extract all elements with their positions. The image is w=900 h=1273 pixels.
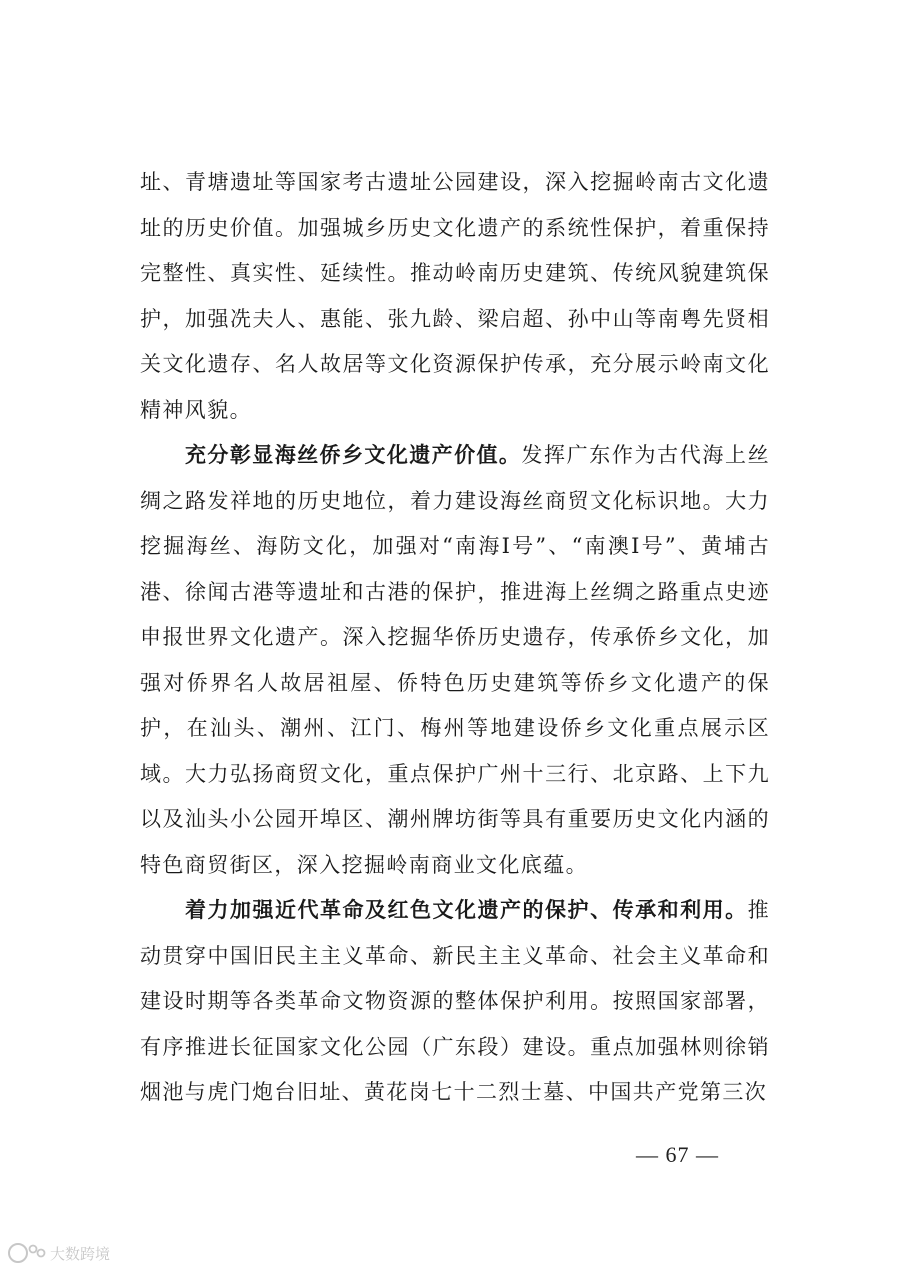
paragraph-1 xyxy=(140,160,770,433)
watermark-text: 大数跨境 xyxy=(50,1245,111,1263)
paragraph-3-lead: 着力加强近代革命及红色文化遗产的保护、传承和利用。 xyxy=(185,898,748,922)
paragraph-3 xyxy=(140,888,770,1116)
watermark-logo-icon xyxy=(6,1240,116,1266)
page-number: — 67 — xyxy=(636,1142,719,1167)
paragraph-2-text: 发挥广东作为古代海上丝绸之路发祥地的历史地位，着力建设海丝商贸文化标识地。大力挖掘海丝、海防文化，加强对“南海Ⅰ号”、“南澳Ⅰ号”、黄埔古港、徐闻古港等遗址和古港的保护，推进海上丝绸之路重点史迹申报世界文化遗产。深入挖掘华侨历史遗存，传承侨乡文化，加强对侨界名人故居祖屋、侨特色历史建筑等侨乡文化遗产的保护，在汕头、潮州、江门、梅州等地建设侨乡文化重点展示区域。大力弘扬商贸文化，重点保护广州十三行、北京路、上下九以及汕头小公园开埠区、潮州牌坊街等具有重要历史文化内涵的特色商贸街区，深入挖掘岭南商业文化底蕴。 xyxy=(140,443,770,877)
paragraph-2-lead: 充分彰显海丝侨乡文化遗产价值。 xyxy=(185,443,522,467)
document-body xyxy=(140,160,770,1116)
watermark xyxy=(6,1240,116,1266)
paragraph-3-text: 推动贯穿中国旧民主主义革命、新民主主义革命、社会主义革命和建设时期等各类革命文物资源的整体保护利用。按照国家部署，有序推进长征国家文化公园（广东段）建设。重点加强林则徐销烟池与虎门炮台旧址、黄花岗七十二烈士墓、中国共产党第三次 xyxy=(140,898,770,1104)
paragraph-2 xyxy=(140,433,770,888)
paragraph-1-text: 址、青塘遗址等国家考古遗址公园建设，深入挖掘岭南古文化遗址的历史价值。加强城乡历史文化遗产的系统性保护，着重保持完整性、真实性、延续性。推动岭南历史建筑、传统风貌建筑保护，加强冼夫人、惠能、张九龄、梁启超、孙中山等南粤先贤相关文化遗存、名人故居等文化资源保护传承，充分展示岭南文化精神风貌。 xyxy=(140,170,770,422)
